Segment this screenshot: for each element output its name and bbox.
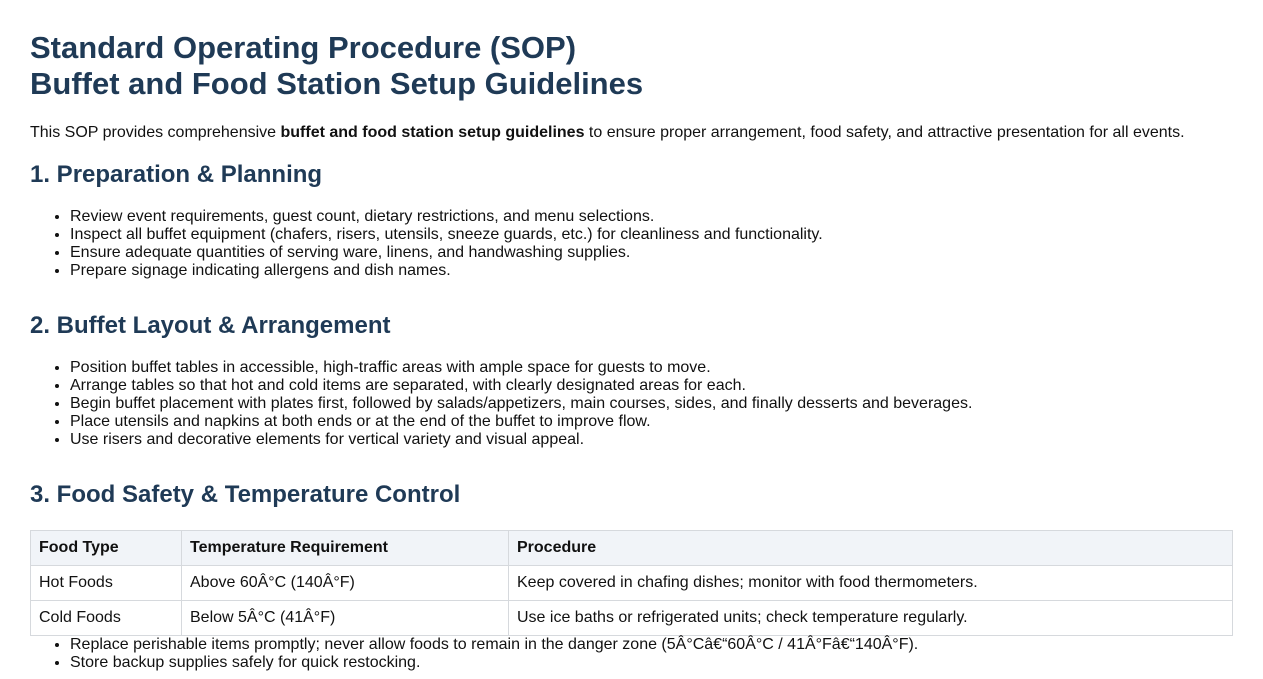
section-heading-food-safety: 3. Food Safety & Temperature Control <box>30 481 461 508</box>
intro-paragraph <box>30 123 1233 143</box>
table-row <box>31 566 1233 601</box>
table-cell: Above 60Â°C (140Â°F) <box>182 566 509 601</box>
list-item: • Ensure adequate quantities of serving ware, linens, and handwashing supplies. <box>70 244 1233 262</box>
table-cell: Use ice baths or refrigerated units; check temperature regularly. <box>509 601 1233 636</box>
list-item: • Place utensils and napkins at both ends or at the end of the buffet to improve flow. <box>70 413 1233 431</box>
list-item: • Use risers and decorative elements for vertical variety and visual appeal. <box>70 431 1233 449</box>
intro-text-before: This SOP provides comprehensive <box>30 124 281 141</box>
column-header-temperature: Temperature Requirement <box>182 531 509 566</box>
list-item: • Store backup supplies safely for quick restocking. <box>70 654 1233 672</box>
list-item: • Arrange tables so that hot and cold items are separated, with clearly designated areas for each. <box>70 377 1233 395</box>
food-safety-list <box>30 636 1233 672</box>
table-header-row <box>31 531 1233 566</box>
table-cell: Cold Foods <box>31 601 182 636</box>
layout-list <box>30 359 1233 449</box>
section-heading-preparation: 1. Preparation & Planning <box>30 161 323 188</box>
column-header-procedure: Procedure <box>509 531 1233 566</box>
list-item: • Prepare signage indicating allergens and dish names. <box>70 262 1233 280</box>
temperature-table <box>30 530 1233 636</box>
table-row <box>31 601 1233 636</box>
page-title <box>30 30 1233 102</box>
intro-text-bold: buffet and food station setup guidelines <box>280 124 585 141</box>
title-line-2: Buffet and Food Station Setup Guidelines <box>30 66 644 101</box>
title-line-1: Standard Operating Procedure (SOP) <box>30 30 577 65</box>
list-item: • Inspect all buffet equipment (chafers, risers, utensils, sneeze guards, etc.) for cleanliness and functionality. <box>70 226 1233 244</box>
intro-text-after: to ensure proper arrangement, food safety, and attractive presentation for all events. <box>584 124 1185 141</box>
section-heading-layout: 2. Buffet Layout & Arrangement <box>30 312 391 339</box>
preparation-list <box>30 208 1233 280</box>
table-cell: Hot Foods <box>31 566 182 601</box>
column-header-food-type: Food Type <box>31 531 182 566</box>
list-item: • Replace perishable items promptly; never allow foods to remain in the danger zone (5Â°Câ€“60Â°C / 41Â°Fâ€“140Â°F). <box>70 636 1233 654</box>
list-item: • Review event requirements, guest count, dietary restrictions, and menu selections. <box>70 208 1233 226</box>
table-cell: Below 5Â°C (41Â°F) <box>182 601 509 636</box>
list-item: • Position buffet tables in accessible, high-traffic areas with ample space for guests to move. <box>70 359 1233 377</box>
list-item: • Begin buffet placement with plates first, followed by salads/appetizers, main courses, sides, and finally desserts and beverages. <box>70 395 1233 413</box>
table-cell: Keep covered in chafing dishes; monitor with food thermometers. <box>509 566 1233 601</box>
